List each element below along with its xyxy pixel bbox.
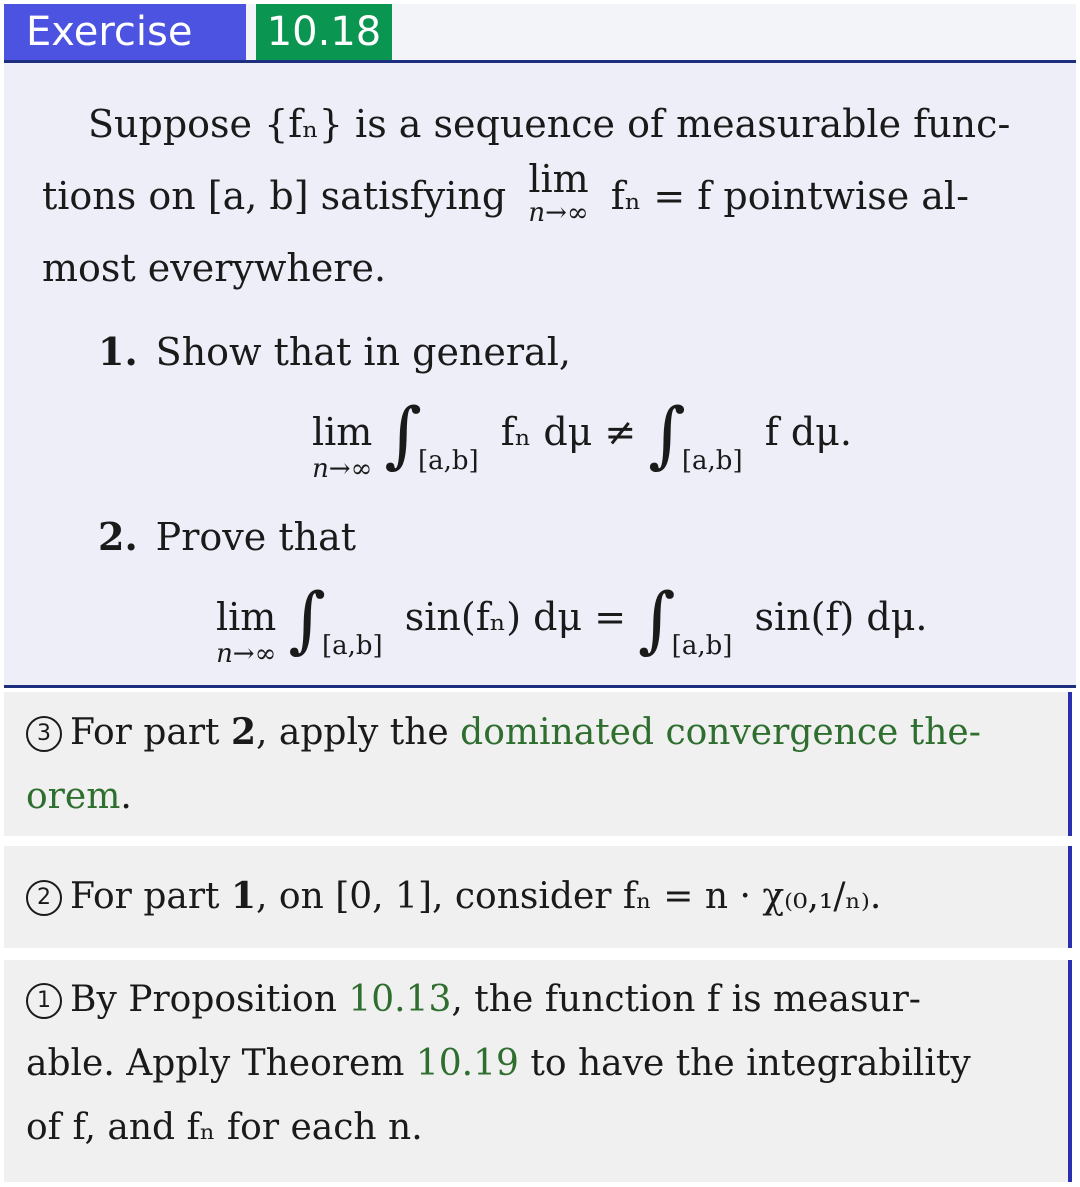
exercise-label: Exercise <box>4 4 246 60</box>
hint-marker-2: 2 <box>26 880 62 916</box>
dominated-convergence-link[interactable]: dominated convergence the- <box>460 712 981 753</box>
box-rule <box>4 685 1076 688</box>
limit-operator: lim n→∞ <box>528 157 589 228</box>
statement-line-2: tions on [a, b] satisfying lim n→∞ fₙ = f pointwise al- <box>42 157 969 228</box>
hint-3[interactable]: 3 For part 2, apply the dominated convergence the- orem. <box>4 692 1072 836</box>
hint-1[interactable]: 1 By Proposition 10.13, the function f is measur- able. Apply Theorem 10.19 to have the integrability of f, and fₙ for each n. <box>4 960 1072 1182</box>
part-2: 2. Prove that <box>98 514 356 559</box>
exercise-header <box>4 4 1076 60</box>
theorem-10-19-link[interactable]: 10.19 <box>415 1043 519 1084</box>
exercise-statement <box>42 88 1042 304</box>
part-2-equation: lim n→∞ $\int_{[a,b]}$ sin(fₙ) $d\mu = \int_{[a,b]}$ sin(f) dμ. <box>216 577 928 669</box>
exercise-number: 10.18 <box>256 4 392 60</box>
hint-marker-3: 3 <box>26 716 62 752</box>
part-1-equation: lim n→∞ $\int_{[a,b]}$ fₙ $d\mu \ne \int_{[a,b]}$ f dμ. <box>312 392 852 484</box>
proposition-10-13-link[interactable]: 10.13 <box>348 979 452 1020</box>
hint-2[interactable]: 2 For part 1, on [0, 1], consider fₙ = n · χ₍₀,₁/ₙ₎. <box>4 846 1072 948</box>
hint-marker-1: 1 <box>26 983 62 1019</box>
statement-line-1: Suppose {fₙ} is a sequence of measurable func- <box>88 102 1011 146</box>
statement-line-3: most everywhere. <box>42 246 387 290</box>
part-1: 1. Show that in general, <box>98 329 571 374</box>
